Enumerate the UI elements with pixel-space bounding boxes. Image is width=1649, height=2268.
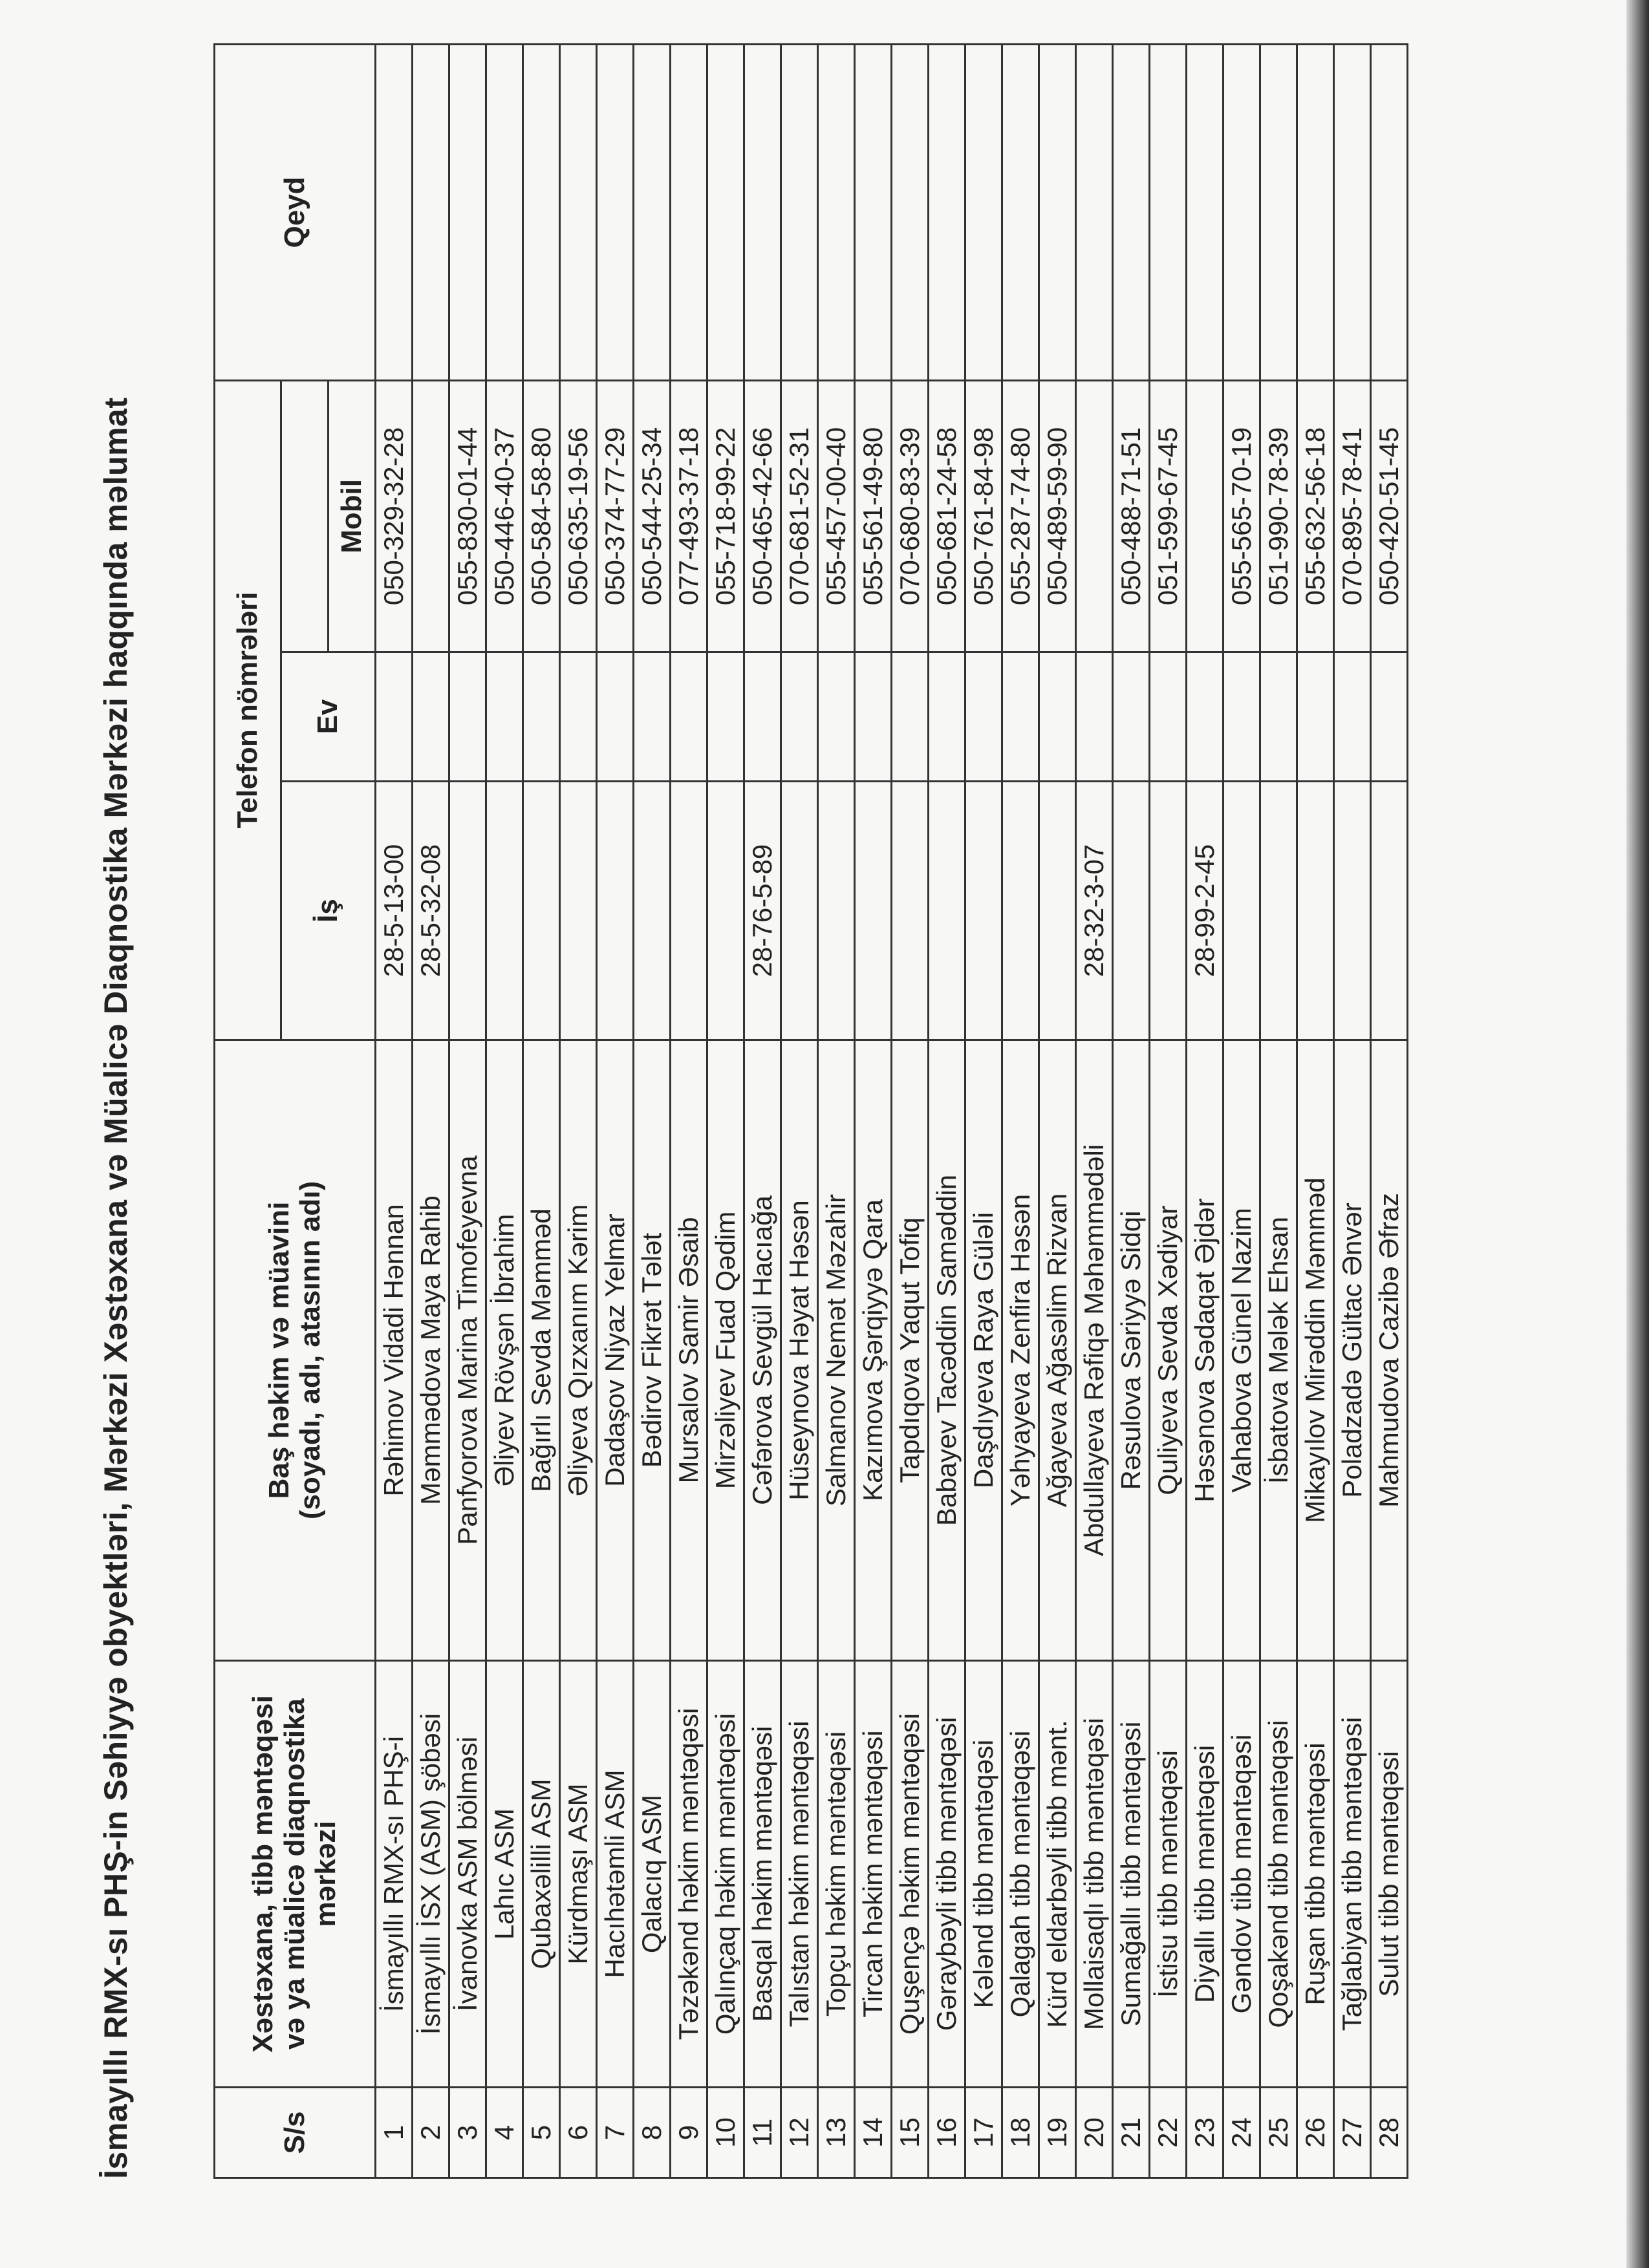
table-row — [560, 44, 597, 2177]
cell-facility: Ruşan tibb məntəqəsi — [1297, 1661, 1334, 2088]
cell-facility: Qubaxəlilli ASM — [523, 1661, 560, 2088]
cell-mobile-phone — [413, 380, 449, 652]
table-row — [1371, 44, 1408, 2177]
table-body — [376, 44, 1408, 2177]
cell-number: 6 — [560, 2088, 597, 2178]
cell-facility: Sumağallı tibb məntəqəsi — [1113, 1661, 1150, 2088]
cell-number: 7 — [597, 2088, 634, 2178]
cell-note — [1002, 44, 1039, 380]
cell-doctor: Vahabova Günel Nazim — [1223, 1040, 1260, 1661]
table-row — [965, 44, 1002, 2177]
cell-number: 15 — [892, 2088, 929, 2178]
cell-home-phone — [1260, 652, 1297, 782]
cell-facility: Tağlabiyan tibb məntəqəsi — [1334, 1661, 1371, 2088]
cell-home-phone — [671, 652, 707, 782]
cell-doctor: Babayev Tacəddin Saməddin — [929, 1040, 965, 1661]
cell-note — [965, 44, 1002, 380]
header-mobil: Mobil — [329, 380, 376, 652]
cell-home-phone — [1002, 652, 1039, 782]
cell-home-phone — [1187, 652, 1223, 782]
cell-doctor: Həsənova Sədaqət Əjdər — [1187, 1040, 1223, 1661]
cell-number: 11 — [744, 2088, 781, 2178]
header-facility — [215, 1661, 376, 2088]
cell-facility: İvanovka ASM bölməsi — [449, 1661, 486, 2088]
cell-facility: İstisu tibb məntəqəsi — [1150, 1661, 1187, 2088]
cell-doctor: Panfyorova Marina Timofeyevna — [449, 1040, 486, 1661]
cell-mobile-phone: 050-446-40-37 — [486, 380, 523, 652]
cell-work-phone — [929, 782, 965, 1040]
cell-number: 24 — [1223, 2088, 1260, 2178]
cell-mobile-phone — [1076, 380, 1113, 652]
cell-work-phone — [707, 782, 744, 1040]
cell-note — [1039, 44, 1076, 380]
header-mobil-spacer — [281, 380, 329, 652]
cell-note — [781, 44, 818, 380]
cell-number: 12 — [781, 2088, 818, 2178]
cell-home-phone — [1223, 652, 1260, 782]
cell-note — [1150, 44, 1187, 380]
cell-mobile-phone: 050-489-59-90 — [1039, 380, 1076, 652]
header-ss: S/s — [215, 2088, 376, 2178]
cell-number: 18 — [1002, 2088, 1039, 2178]
cell-number: 3 — [449, 2088, 486, 2178]
cell-note — [486, 44, 523, 380]
cell-note — [818, 44, 855, 380]
table-row — [1076, 44, 1113, 2177]
cell-work-phone — [597, 782, 634, 1040]
cell-doctor: Salmanov Nemət Məzahir — [818, 1040, 855, 1661]
cell-mobile-phone: 050-544-25-34 — [634, 380, 671, 652]
cell-facility: Lahıc ASM — [486, 1661, 523, 2088]
cell-work-phone — [1002, 782, 1039, 1040]
cell-mobile-phone: 077-493-37-18 — [671, 380, 707, 652]
table-row — [597, 44, 634, 2177]
cell-doctor: İsbatova Mələk Ehsan — [1260, 1040, 1297, 1661]
cell-work-phone: 28-32-3-07 — [1076, 782, 1113, 1040]
header-ev: Ev — [281, 652, 376, 782]
cell-note — [634, 44, 671, 380]
cell-number: 17 — [965, 2088, 1002, 2178]
cell-note — [855, 44, 892, 380]
cell-note — [1297, 44, 1334, 380]
cell-doctor: Tapdıqova Yaqut Tofiq — [892, 1040, 929, 1661]
facilities-table — [213, 43, 1408, 2179]
cell-number: 9 — [671, 2088, 707, 2178]
table-row — [523, 44, 560, 2177]
cell-number: 16 — [929, 2088, 965, 2178]
cell-doctor: Mirzəliyev Fuad Qədim — [707, 1040, 744, 1661]
cell-doctor: Quliyeva Sevda Xədiyar — [1150, 1040, 1187, 1661]
cell-facility: Diyallı tibb məntəqəsi — [1187, 1661, 1223, 2088]
cell-note — [1223, 44, 1260, 380]
cell-facility: Quşençə həkim məntəqəsi — [892, 1661, 929, 2088]
cell-facility: Talıstan həkim məntəqəsi — [781, 1661, 818, 2088]
table-row — [1334, 44, 1371, 2177]
cell-note — [523, 44, 560, 380]
cell-doctor: Rəsulova Səriyyə Sidqi — [1113, 1040, 1150, 1661]
cell-doctor: Yəhyayeva Zenfira Həsən — [1002, 1040, 1039, 1661]
cell-home-phone — [413, 652, 449, 782]
table-row — [1113, 44, 1150, 2177]
cell-doctor: Cəfərova Sevgül Hacıağa — [744, 1040, 781, 1661]
cell-facility: Gəraybəyli tibb məntəqəsi — [929, 1661, 965, 2088]
cell-number: 5 — [523, 2088, 560, 2178]
cell-home-phone — [523, 652, 560, 782]
table-row — [781, 44, 818, 2177]
cell-facility: Qoşakənd tibb məntəqəsi — [1260, 1661, 1297, 2088]
cell-number: 1 — [376, 2088, 413, 2178]
cell-work-phone — [1150, 782, 1187, 1040]
cell-number: 13 — [818, 2088, 855, 2178]
cell-doctor: Məmmədova Maya Rahib — [413, 1040, 449, 1661]
table-row — [634, 44, 671, 2177]
cell-work-phone — [965, 782, 1002, 1040]
header-facility-line2: və ya müalicə diaqnostika — [278, 1698, 310, 2049]
cell-work-phone — [486, 782, 523, 1040]
cell-work-phone: 28-5-32-08 — [413, 782, 449, 1040]
cell-facility: Kələnd tibb məntəqəsi — [965, 1661, 1002, 2088]
cell-home-phone — [781, 652, 818, 782]
cell-note — [1076, 44, 1113, 380]
cell-number: 14 — [855, 2088, 892, 2178]
table-row — [707, 44, 744, 2177]
cell-home-phone — [855, 652, 892, 782]
table-row — [744, 44, 781, 2177]
cell-facility: Topçu həkim məntəqəsi — [818, 1661, 855, 2088]
cell-home-phone — [1076, 652, 1113, 782]
cell-work-phone — [1371, 782, 1408, 1040]
cell-mobile-phone: 050-488-71-51 — [1113, 380, 1150, 652]
cell-facility: Kürd eldarbəyli tibb mənt. — [1039, 1661, 1076, 2088]
header-qeyd: Qeyd — [215, 44, 376, 380]
cell-mobile-phone: 055-830-01-44 — [449, 380, 486, 652]
cell-mobile-phone: 050-635-19-56 — [560, 380, 597, 652]
cell-home-phone — [376, 652, 413, 782]
cell-mobile-phone: 055-561-49-80 — [855, 380, 892, 652]
cell-mobile-phone: 051-599-67-45 — [1150, 380, 1187, 652]
cell-doctor: Mikayılov Mirəddin Məmməd — [1297, 1040, 1334, 1661]
cell-note — [707, 44, 744, 380]
cell-doctor: Rəhimov Vidadi Hənnan — [376, 1040, 413, 1661]
cell-note — [892, 44, 929, 380]
cell-note — [1371, 44, 1408, 380]
document-title: İsmayıllı RMX-sı PHŞ-in Səhiyyə obyektləri, Mərkəzi Xəstəxana və Müalicə Diaqnostika Mərkəzi haqqında məlumat — [98, 397, 134, 2179]
cell-mobile-phone — [1187, 380, 1223, 652]
table-row — [1187, 44, 1223, 2177]
header-doctor-line1: Baş həkim və müavini — [263, 1201, 295, 1499]
cell-note — [1260, 44, 1297, 380]
cell-mobile-phone: 070-681-52-31 — [781, 380, 818, 652]
cell-home-phone — [486, 652, 523, 782]
cell-note — [597, 44, 634, 380]
cell-home-phone — [744, 652, 781, 782]
table-row — [818, 44, 855, 2177]
table-row — [1260, 44, 1297, 2177]
cell-note — [744, 44, 781, 380]
cell-mobile-phone: 055-565-70-19 — [1223, 380, 1260, 652]
cell-number: 25 — [1260, 2088, 1297, 2178]
cell-mobile-phone: 050-584-58-80 — [523, 380, 560, 652]
cell-note — [1187, 44, 1223, 380]
header-facility-line3: mərkəzi — [310, 1821, 342, 1927]
cell-note — [929, 44, 965, 380]
cell-facility: Təzəkənd həkim məntəqəsi — [671, 1661, 707, 2088]
header-is: İş — [281, 782, 376, 1040]
cell-doctor: Əliyev Rövşən İbrahim — [486, 1040, 523, 1661]
scan-edge-shadow — [1626, 0, 1649, 2268]
cell-work-phone — [671, 782, 707, 1040]
cell-doctor: Abdullayeva Rəfiqə Məhəmmədəli — [1076, 1040, 1113, 1661]
cell-doctor: Ağayeva Ağasəlim Rizvan — [1039, 1040, 1076, 1661]
cell-facility: İsmayıllı RMX-sı PHŞ-i — [376, 1661, 413, 2088]
cell-facility: Gəndov tibb məntəqəsi — [1223, 1661, 1260, 2088]
cell-work-phone — [818, 782, 855, 1040]
cell-doctor: Dadaşov Niyaz Yelmar — [597, 1040, 634, 1661]
cell-work-phone — [1260, 782, 1297, 1040]
cell-home-phone — [707, 652, 744, 782]
cell-work-phone — [1297, 782, 1334, 1040]
cell-home-phone — [1334, 652, 1371, 782]
cell-home-phone — [1113, 652, 1150, 782]
cell-doctor: Mursalov Samir Əsaib — [671, 1040, 707, 1661]
rotated-document — [97, 45, 1520, 2179]
cell-number: 23 — [1187, 2088, 1223, 2178]
cell-mobile-phone: 055-287-74-80 — [1002, 380, 1039, 652]
cell-doctor: Hüseynova Həyat Həsən — [781, 1040, 818, 1661]
header-phone-group: Telefon nömrələri — [215, 380, 281, 1040]
cell-note — [560, 44, 597, 380]
cell-number: 2 — [413, 2088, 449, 2178]
cell-number: 22 — [1150, 2088, 1187, 2178]
cell-home-phone — [1039, 652, 1076, 782]
cell-number: 20 — [1076, 2088, 1113, 2178]
cell-note — [413, 44, 449, 380]
cell-mobile-phone: 050-374-77-29 — [597, 380, 634, 652]
cell-note — [376, 44, 413, 380]
table-row — [449, 44, 486, 2177]
cell-number: 21 — [1113, 2088, 1150, 2178]
cell-home-phone — [1297, 652, 1334, 782]
cell-home-phone — [892, 652, 929, 782]
cell-home-phone — [1150, 652, 1187, 782]
cell-doctor: Əliyeva Qızxanım Kərim — [560, 1040, 597, 1661]
cell-facility: Basqal həkim məntəqəsi — [744, 1661, 781, 2088]
cell-mobile-phone: 055-457-00-40 — [818, 380, 855, 652]
cell-number: 27 — [1334, 2088, 1371, 2178]
table-row — [855, 44, 892, 2177]
table-row — [1297, 44, 1334, 2177]
cell-note — [1113, 44, 1150, 380]
cell-mobile-phone: 055-632-56-18 — [1297, 380, 1334, 652]
cell-work-phone — [1334, 782, 1371, 1040]
table-row — [929, 44, 965, 2177]
cell-mobile-phone: 050-329-32-28 — [376, 380, 413, 652]
cell-work-phone — [781, 782, 818, 1040]
table-row — [1002, 44, 1039, 2177]
cell-home-phone — [965, 652, 1002, 782]
cell-facility: Sulut tibb məntəqəsi — [1371, 1661, 1408, 2088]
cell-doctor: Poladzadə Gültac Ənvər — [1334, 1040, 1371, 1661]
cell-home-phone — [929, 652, 965, 782]
cell-mobile-phone: 051-990-78-39 — [1260, 380, 1297, 652]
table-header — [215, 44, 376, 2177]
table-row — [671, 44, 707, 2177]
cell-number: 4 — [486, 2088, 523, 2178]
cell-number: 28 — [1371, 2088, 1408, 2178]
cell-work-phone — [892, 782, 929, 1040]
cell-mobile-phone: 050-420-51-45 — [1371, 380, 1408, 652]
cell-facility: İsmayıllı İSX (ASM) şöbəsi — [413, 1661, 449, 2088]
table-row — [1039, 44, 1076, 2177]
header-facility-line1: Xəstəxana, tibb məntəqəsi — [247, 1695, 279, 2053]
cell-note — [671, 44, 707, 380]
cell-mobile-phone: 050-465-42-66 — [744, 380, 781, 652]
cell-home-phone — [560, 652, 597, 782]
cell-facility: Kürdmaşı ASM — [560, 1661, 597, 2088]
cell-doctor: Bağırlı Sevda Məmməd — [523, 1040, 560, 1661]
cell-home-phone — [818, 652, 855, 782]
cell-facility: Hacıhətəmli ASM — [597, 1661, 634, 2088]
cell-note — [1334, 44, 1371, 380]
cell-facility: Qalacıq ASM — [634, 1661, 671, 2088]
cell-note — [449, 44, 486, 380]
table-row — [376, 44, 413, 2177]
cell-work-phone — [523, 782, 560, 1040]
table-row — [1150, 44, 1187, 2177]
cell-number: 19 — [1039, 2088, 1076, 2178]
cell-mobile-phone: 050-681-24-58 — [929, 380, 965, 652]
cell-work-phone: 28-5-13-00 — [376, 782, 413, 1040]
cell-mobile-phone: 055-718-99-22 — [707, 380, 744, 652]
header-doctor-line2: (soyadı, adı, atasının adı) — [294, 1181, 326, 1520]
cell-work-phone — [1223, 782, 1260, 1040]
table-row — [892, 44, 929, 2177]
cell-doctor: Bədirov Fikrət Tələt — [634, 1040, 671, 1661]
cell-number: 10 — [707, 2088, 744, 2178]
table-row — [486, 44, 523, 2177]
cell-work-phone: 28-99-2-45 — [1187, 782, 1223, 1040]
table-row — [1223, 44, 1260, 2177]
cell-home-phone — [634, 652, 671, 782]
table-row — [413, 44, 449, 2177]
cell-home-phone — [449, 652, 486, 782]
cell-doctor: Kazımova Şərqiyyə Qara — [855, 1040, 892, 1661]
cell-doctor: Daşdıyeva Raya Güləli — [965, 1040, 1002, 1661]
cell-mobile-phone: 070-680-83-39 — [892, 380, 929, 652]
cell-facility: Qalagah tibb məntəqəsi — [1002, 1661, 1039, 2088]
cell-facility: Tircan həkim məntəqəsi — [855, 1661, 892, 2088]
cell-number: 8 — [634, 2088, 671, 2178]
cell-work-phone — [1113, 782, 1150, 1040]
cell-work-phone — [634, 782, 671, 1040]
cell-work-phone — [560, 782, 597, 1040]
cell-mobile-phone: 070-895-78-41 — [1334, 380, 1371, 652]
cell-work-phone — [1039, 782, 1076, 1040]
cell-home-phone — [597, 652, 634, 782]
cell-work-phone — [449, 782, 486, 1040]
cell-number: 26 — [1297, 2088, 1334, 2178]
cell-work-phone: 28-76-5-89 — [744, 782, 781, 1040]
cell-home-phone — [1371, 652, 1408, 782]
header-doctor — [215, 1040, 376, 1661]
cell-work-phone — [855, 782, 892, 1040]
cell-facility: Mollaisaqlı tibb məntəqəsi — [1076, 1661, 1113, 2088]
cell-facility: Qalınçaq həkim məntəqəsi — [707, 1661, 744, 2088]
cell-doctor: Mahmudova Cazibə Əfraz — [1371, 1040, 1408, 1661]
cell-mobile-phone: 050-761-84-98 — [965, 380, 1002, 652]
